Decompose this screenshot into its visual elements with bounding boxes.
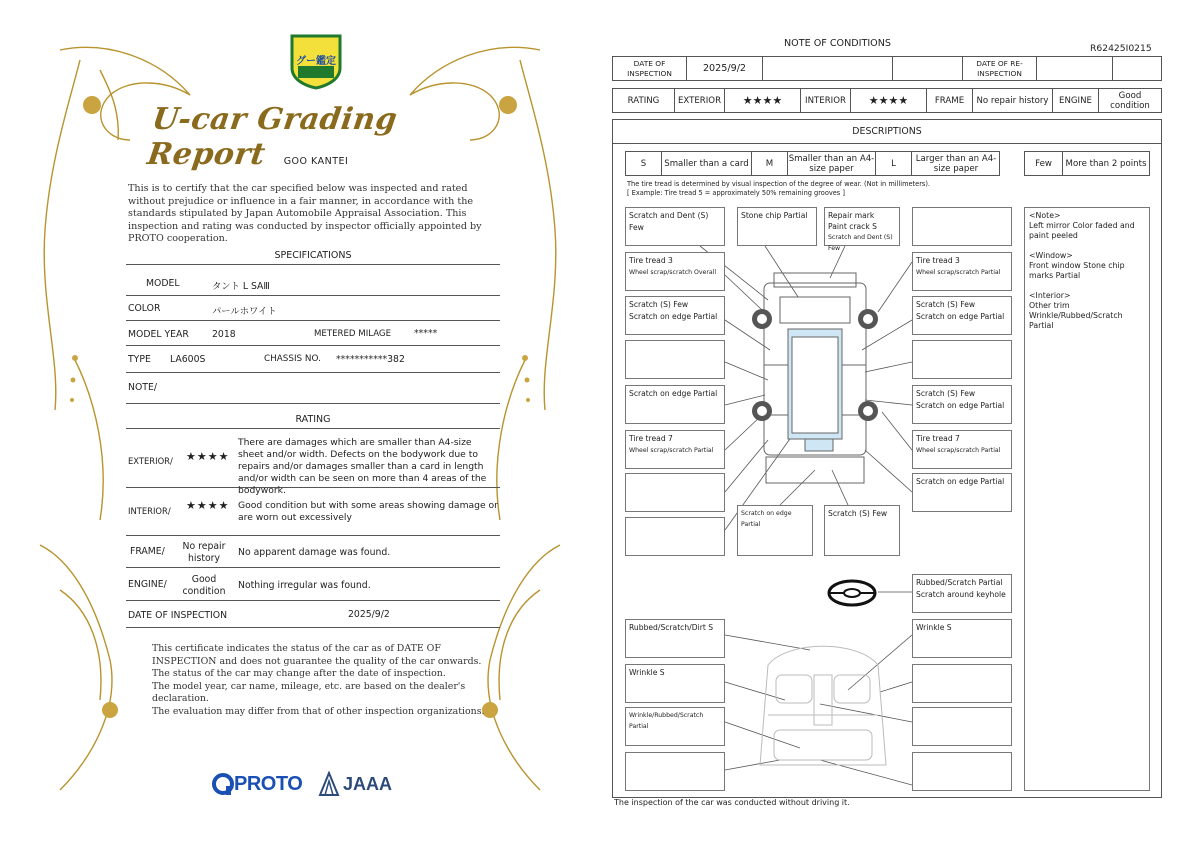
damage-box-right-2 <box>912 296 1012 335</box>
date-row <box>126 604 500 628</box>
date-of-inspection-value: 2025/9/2 <box>687 57 763 80</box>
interior-description: Good condition but with some areas showing damage or are worn out excessively <box>238 500 498 523</box>
damage-box-right-6 <box>912 473 1012 512</box>
frame-row <box>126 538 500 568</box>
box-text: Scratch on edge Partial <box>629 389 718 398</box>
date-of-reinspection-label: DATE OF RE-INSPECTION <box>963 57 1037 80</box>
box-text: Wrinkle S <box>629 668 665 677</box>
interior-label: INTERIOR <box>801 89 851 112</box>
box-text: Scratch (S) Few <box>916 300 976 309</box>
box-text: Scratch on edge Partial <box>916 312 1005 321</box>
note-spacer <box>1029 281 1145 291</box>
footer-line: INSPECTION and does not guarantee the quality of the car onwards. <box>152 655 482 667</box>
damage-box-left-2 <box>625 296 725 335</box>
note-row <box>126 376 500 404</box>
damage-box-tire-front-right <box>912 252 1012 291</box>
note-line: <Note> <box>1029 211 1061 220</box>
damage-box-rear-left <box>737 505 813 556</box>
box-text: Scratch on edge Partial <box>916 477 1005 486</box>
engine-value: Good condition <box>182 574 226 597</box>
color-row <box>126 299 500 321</box>
damage-box-empty <box>912 340 1012 379</box>
footer-line: This certificate indicates the status of the car as of DATE OF <box>152 643 441 654</box>
tire-note-1: The tire tread is determined by visual inspection of the degree of wear. (Not in millimeters). <box>627 180 931 188</box>
damage-box-tire-rear-left <box>625 430 725 469</box>
note-line: Front window Stone chip marks Partial <box>1029 261 1125 280</box>
exterior-row <box>126 436 500 496</box>
frame-description: No apparent damage was found. <box>238 547 391 558</box>
damage-box-right-4 <box>912 385 1012 424</box>
engine-value: Good condition <box>1110 90 1150 111</box>
box-text: Scratch (S) Few <box>916 389 976 398</box>
proto-logo <box>212 770 302 798</box>
type-label: TYPE <box>128 354 151 365</box>
proto-mark-icon <box>212 772 234 796</box>
legend-few-desc: More than 2 points <box>1065 158 1147 169</box>
mileage-label: METERED MILAGE <box>314 329 392 339</box>
box-text: Wheel scrap/scratch Overall <box>629 269 717 276</box>
legend-few: Few <box>1025 152 1063 175</box>
damage-box-front-right <box>824 207 900 252</box>
damage-box-tire-front-left <box>625 252 725 291</box>
box-text: Scratch and Dent (S) Few <box>629 211 709 232</box>
jaaa-mark-icon <box>318 771 340 797</box>
box-text: Paint crack S <box>828 222 877 231</box>
specifications-heading: SPECIFICATIONS <box>274 250 352 261</box>
legend-s: S <box>626 152 662 175</box>
box-text: Tire tread 7 <box>629 434 673 443</box>
chassis-value: ***********382 <box>336 354 405 365</box>
damage-box-interior-2 <box>625 664 725 703</box>
note-label: NOTE/ <box>128 382 157 393</box>
color-label: COLOR <box>128 303 161 314</box>
engine-row <box>126 571 500 601</box>
note-line: Wrinkle/Rubbed/Scratch Partial <box>1029 311 1123 330</box>
interior-stars: ★★★★ <box>851 89 927 112</box>
certificate-subtitle: GOO KANTEI <box>283 156 349 167</box>
legend-m-desc: Smaller than an A4-size paper <box>788 153 875 174</box>
box-text: Scratch (S) Few <box>828 509 888 518</box>
damage-box-front-left <box>625 207 725 246</box>
damage-box-tire-rear-right <box>912 430 1012 469</box>
damage-box-empty <box>912 752 1012 791</box>
box-text: Wrinkle S <box>916 623 952 632</box>
type-value: LA600S <box>170 354 206 365</box>
model-row <box>126 274 500 296</box>
interior-stars: ★★★★ <box>186 499 230 512</box>
report-footer: The inspection of the car was conducted without driving it. <box>614 798 850 807</box>
interior-label: INTERIOR/ <box>128 506 171 516</box>
goo-kantei-badge <box>288 32 344 90</box>
model-year-row <box>126 324 500 346</box>
rating-label: RATING <box>613 89 675 112</box>
damage-box-empty <box>912 207 1012 246</box>
note-line: Other trim <box>1029 301 1070 310</box>
box-text: Scratch around keyhole <box>916 590 1006 599</box>
damage-box-empty <box>912 707 1012 746</box>
notes-panel <box>1024 207 1150 791</box>
frame-value: No repair history <box>973 89 1053 112</box>
note-line: Left mirror Color faded and paint peeled <box>1029 221 1135 240</box>
date-value: 2025/9/2 <box>348 609 390 620</box>
date-of-inspection-label: DATE OF INSPECTION <box>613 57 687 80</box>
box-text: Scratch and Dent (S) Few <box>828 234 893 252</box>
descriptions-heading: DESCRIPTIONS <box>613 120 1161 144</box>
engine-description: Nothing irregular was found. <box>238 580 371 591</box>
damage-box-front-center <box>737 207 817 246</box>
box-text: Scratch on edge Partial <box>629 312 718 321</box>
proto-logo-text: PROTO <box>234 772 303 795</box>
exterior-stars: ★★★★ <box>725 89 801 112</box>
car-top-view-diagram <box>750 265 880 495</box>
damage-box-empty <box>625 340 725 379</box>
damage-box-steering <box>912 574 1012 613</box>
certificate-title: U-car Grading Report <box>145 102 400 172</box>
damage-box-empty <box>625 517 725 556</box>
damage-box-left-4 <box>625 385 725 424</box>
box-text: Tire tread 3 <box>629 256 673 265</box>
box-text: Rubbed/Scratch/Dirt S <box>629 623 714 632</box>
exterior-stars: ★★★★ <box>186 450 230 463</box>
chassis-label: CHASSIS NO. <box>264 354 321 364</box>
footer-line: declaration. <box>152 693 209 705</box>
note-spacer <box>1029 241 1145 251</box>
box-text: Scratch on edge Partial <box>916 401 1005 410</box>
type-row <box>126 349 500 373</box>
certificate-footer <box>152 643 492 719</box>
box-text: Wheel scrap/scratch Partial <box>916 269 1001 276</box>
footer-line: The model year, car name, mileage, etc. are based on the dealer's <box>152 680 466 692</box>
model-label: MODEL <box>146 278 180 289</box>
jaaa-logo-text: JAAA <box>343 773 393 794</box>
frame-value: No repair history <box>182 541 226 564</box>
note-line: <Interior> <box>1029 291 1071 300</box>
divider <box>126 264 500 265</box>
damage-box-rear-right <box>824 505 900 556</box>
legend-s-desc: Smaller than a card <box>662 152 752 175</box>
damage-box-empty <box>625 473 725 512</box>
report-id: R62425I0215 <box>1090 43 1152 54</box>
damage-box-interior-1 <box>625 619 725 658</box>
steering-wheel-icon <box>826 578 878 608</box>
frame-label: FRAME/ <box>130 546 165 557</box>
model-year-value: 2018 <box>212 329 236 340</box>
jaaa-logo <box>318 770 392 798</box>
color-value: パールホワイト <box>212 306 277 317</box>
footer-line: The status of the car may change after the date of inspection. <box>152 668 446 680</box>
badge-text: グー鑑定 <box>296 56 336 67</box>
legend-l: L <box>876 152 912 175</box>
tire-note-2: [ Example: Tire tread 5 = approximately 50% remaining grooves ] <box>627 189 845 197</box>
exterior-description: There are damages which are smaller than A4-size sheet and/or width. Defects on the bodywork due to repairs and/or damages smaller than a card in length and/or width can be seen on more than 4 areas of the bodywork. <box>238 437 487 496</box>
damage-box-interior-3 <box>625 707 725 746</box>
box-text: Wheel scrap/scratch Partial <box>629 447 714 454</box>
car-interior-diagram <box>748 635 898 785</box>
date-label: DATE OF INSPECTION <box>128 610 228 621</box>
frame-label: FRAME <box>927 89 973 112</box>
model-year-label: MODEL YEAR <box>128 329 189 340</box>
legend-m: M <box>752 152 788 175</box>
box-text: Rubbed/Scratch Partial <box>916 578 1003 587</box>
damage-box-empty <box>912 664 1012 703</box>
footer-line: The evaluation may differ from that of other inspection organizations. <box>152 705 485 717</box>
divider <box>126 428 500 429</box>
legend-l-desc: Larger than an A4-size paper <box>915 153 997 174</box>
box-text: Tire tread 7 <box>916 434 960 443</box>
exterior-label: EXTERIOR/ <box>128 456 173 466</box>
damage-box-empty <box>625 752 725 791</box>
note-line: <Window> <box>1029 251 1073 260</box>
engine-label: ENGINE <box>1053 89 1099 112</box>
model-value: タント L SAⅢ <box>212 281 270 292</box>
interior-row <box>126 494 500 536</box>
damage-box-interior-right-1 <box>912 619 1012 658</box>
report-title: NOTE OF CONDITIONS <box>784 38 891 49</box>
box-text: Wheel scrap/scratch Partial <box>916 447 1001 454</box>
box-text: Stone chip Partial <box>741 211 808 220</box>
box-text: Scratch (S) Few <box>629 300 689 309</box>
box-text: Repair mark <box>828 211 875 220</box>
box-text: Wrinkle/Rubbed/Scratch Partial <box>629 712 704 730</box>
engine-label: ENGINE/ <box>128 579 167 590</box>
mileage-value: ***** <box>414 328 438 339</box>
box-text: Scratch on edge Partial <box>741 510 792 528</box>
note-of-conditions <box>600 0 1200 848</box>
certificate-intro: This is to certify that the car specified below was inspected and rated without prejudice or influence in a fair manner, in accordance with the standards stipulated by Japan Automobile Appraisal Association. This inspection and rating was conducted by inspector officially appointed by PROTO cooperation. <box>128 183 482 245</box>
box-text: Tire tread 3 <box>916 256 960 265</box>
rating-heading: RATING <box>295 414 331 425</box>
exterior-label: EXTERIOR <box>675 89 725 112</box>
